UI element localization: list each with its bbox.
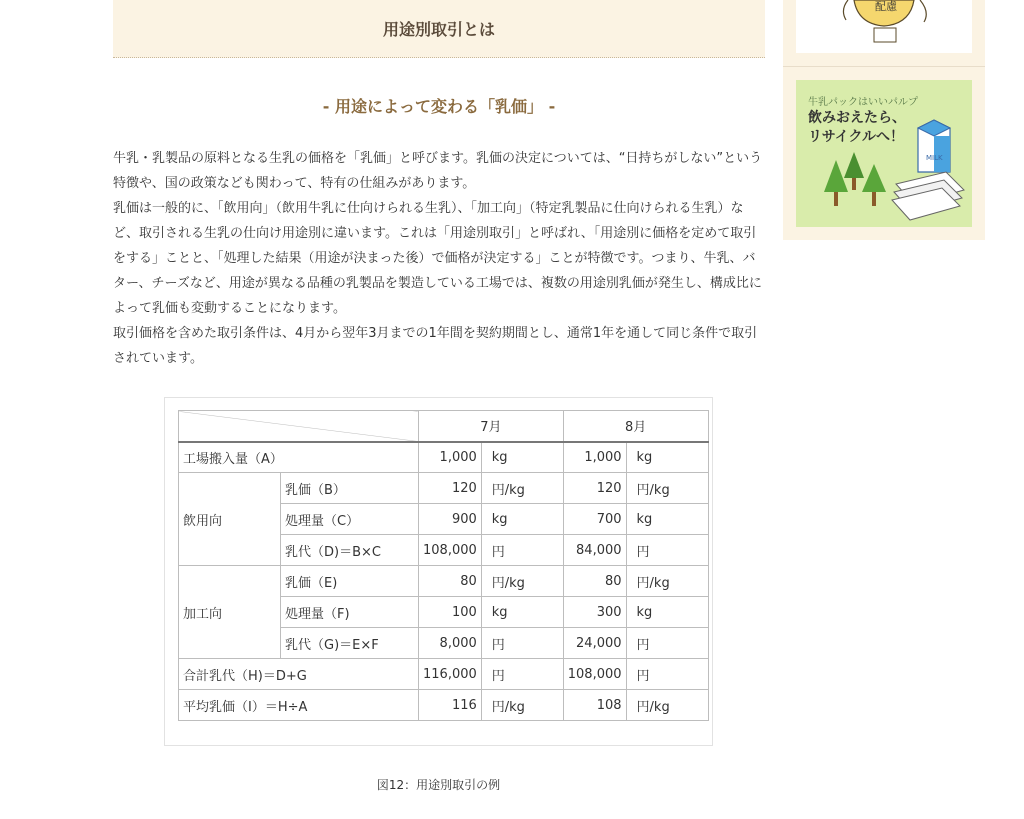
row-label: 合計乳代（H)＝D+G (179, 659, 419, 690)
cell-unit: kg (626, 597, 708, 628)
sidebar-top-label: 配慮 (875, 0, 897, 13)
milk-carton-icon (918, 120, 950, 172)
mascot-illustration (796, 0, 972, 53)
row-label: 工場搬入量（A） (179, 442, 419, 473)
tree-icon (862, 164, 886, 206)
sidebar-top-banner[interactable] (796, 0, 972, 53)
cell-value: 700 (563, 504, 626, 535)
row-label: 平均乳価（I）＝H÷A (179, 690, 419, 721)
cell-unit: 円 (626, 659, 708, 690)
cell-unit: 円 (626, 628, 708, 659)
cell-unit: 円/kg (626, 473, 708, 504)
section-subtitle: - 用途によって変わる「乳価」 - (322, 97, 556, 116)
transaction-table (178, 410, 709, 721)
paragraph: 取引価格を含めた取引条件は、4月から翌年3月までの1年間を契約期間とし、通常1年を通して同じ条件で取引されています。 (113, 326, 758, 366)
cell-value: 100 (419, 597, 482, 628)
cell-value: 8,000 (419, 628, 482, 659)
cell-unit: kg (626, 504, 708, 535)
cell-unit: 円 (481, 628, 563, 659)
cell-value: 108,000 (419, 535, 482, 566)
cell-value: 108,000 (563, 659, 626, 690)
body-text (113, 146, 765, 371)
cell-value: 1,000 (419, 442, 482, 473)
banner-line: 飲みおえたら、 (808, 110, 906, 126)
paragraph: 牛乳・乳製品の原料となる生乳の価格を「乳価」と呼びます。乳価の決定については、“日持ちがしない”という特徴や、国の政策なども関わって、特有の仕組みがあります。 (113, 151, 763, 191)
cell-unit: 円/kg (626, 566, 708, 597)
cell-value: 108 (563, 690, 626, 721)
table-corner-cell (179, 411, 419, 442)
cell-unit: kg (481, 597, 563, 628)
cell-value: 120 (419, 473, 482, 504)
banner-line: リサイクルへ！ (808, 129, 905, 145)
group-label: 飲用向 (179, 473, 281, 566)
cell-value: 84,000 (563, 535, 626, 566)
cell-value: 80 (419, 566, 482, 597)
cell-unit: 円 (481, 535, 563, 566)
sidebar-bottom-panel (783, 67, 985, 240)
table-header-row (179, 411, 709, 442)
cell-unit: 円/kg (481, 690, 563, 721)
tree-icon (844, 152, 864, 190)
cell-value: 120 (563, 473, 626, 504)
cell-unit: 円/kg (626, 690, 708, 721)
cell-value: 116 (419, 690, 482, 721)
cell-value: 300 (563, 597, 626, 628)
main-column (113, 0, 765, 371)
cell-unit: 円/kg (481, 473, 563, 504)
col-header-aug: 8月 (563, 411, 708, 442)
sidebar-top-panel (783, 0, 985, 67)
table-row (179, 473, 709, 504)
cell-unit: kg (626, 442, 708, 473)
figure-caption: 図12：用途別取引の例 (376, 778, 501, 792)
row-label: 乳代（D)＝B×C (281, 535, 419, 566)
row-label: 乳価（B） (281, 473, 419, 504)
tree-icon (824, 160, 848, 206)
table-row (179, 659, 709, 690)
cell-value: 1,000 (563, 442, 626, 473)
row-label: 処理量（F) (281, 597, 419, 628)
recycle-banner[interactable] (796, 80, 972, 227)
group-label: 加工向 (179, 566, 281, 659)
cell-unit: kg (481, 504, 563, 535)
table-row (179, 690, 709, 721)
cell-value: 116,000 (419, 659, 482, 690)
cell-unit: 円 (481, 659, 563, 690)
cell-unit: kg (481, 442, 563, 473)
cell-unit: 円/kg (481, 566, 563, 597)
recycled-cartons-icon (892, 172, 964, 220)
col-header-jul: 7月 (419, 411, 564, 442)
cell-value: 24,000 (563, 628, 626, 659)
cell-value: 900 (419, 504, 482, 535)
table-row (179, 442, 709, 473)
table-row (179, 566, 709, 597)
row-label: 乳代（G)＝E×F (281, 628, 419, 659)
cell-value: 80 (563, 566, 626, 597)
cell-unit: 円 (626, 535, 708, 566)
section-heading: 用途別取引とは (113, 0, 765, 58)
carton-label: MILK (926, 154, 943, 162)
recycle-illustration (796, 80, 972, 227)
row-label: 乳価（E) (281, 566, 419, 597)
banner-small-text: 牛乳パックはいいパルプ (808, 97, 918, 108)
transaction-table-figure (164, 397, 713, 746)
row-label: 処理量（C） (281, 504, 419, 535)
paragraph: 乳価は一般的に、「飲用向」（飲用牛乳に仕向けられる生乳）、「加工向」（特定乳製品に仕向けられる生乳）など、取引される生乳の仕向け用途別に違います。これは「用途別取引」と呼ばれ、「用途別に価格を定めて取引をする」ことと、「処理した結果（用途が決まった後）で価格が決定する」ことが特徴です。つまり、牛乳、バター、チーズなど、用途が異なる品種の乳製品を製造している工場では、複数の用途別乳価が発生し、構成比によって乳価も変動することになります。 (113, 201, 762, 316)
